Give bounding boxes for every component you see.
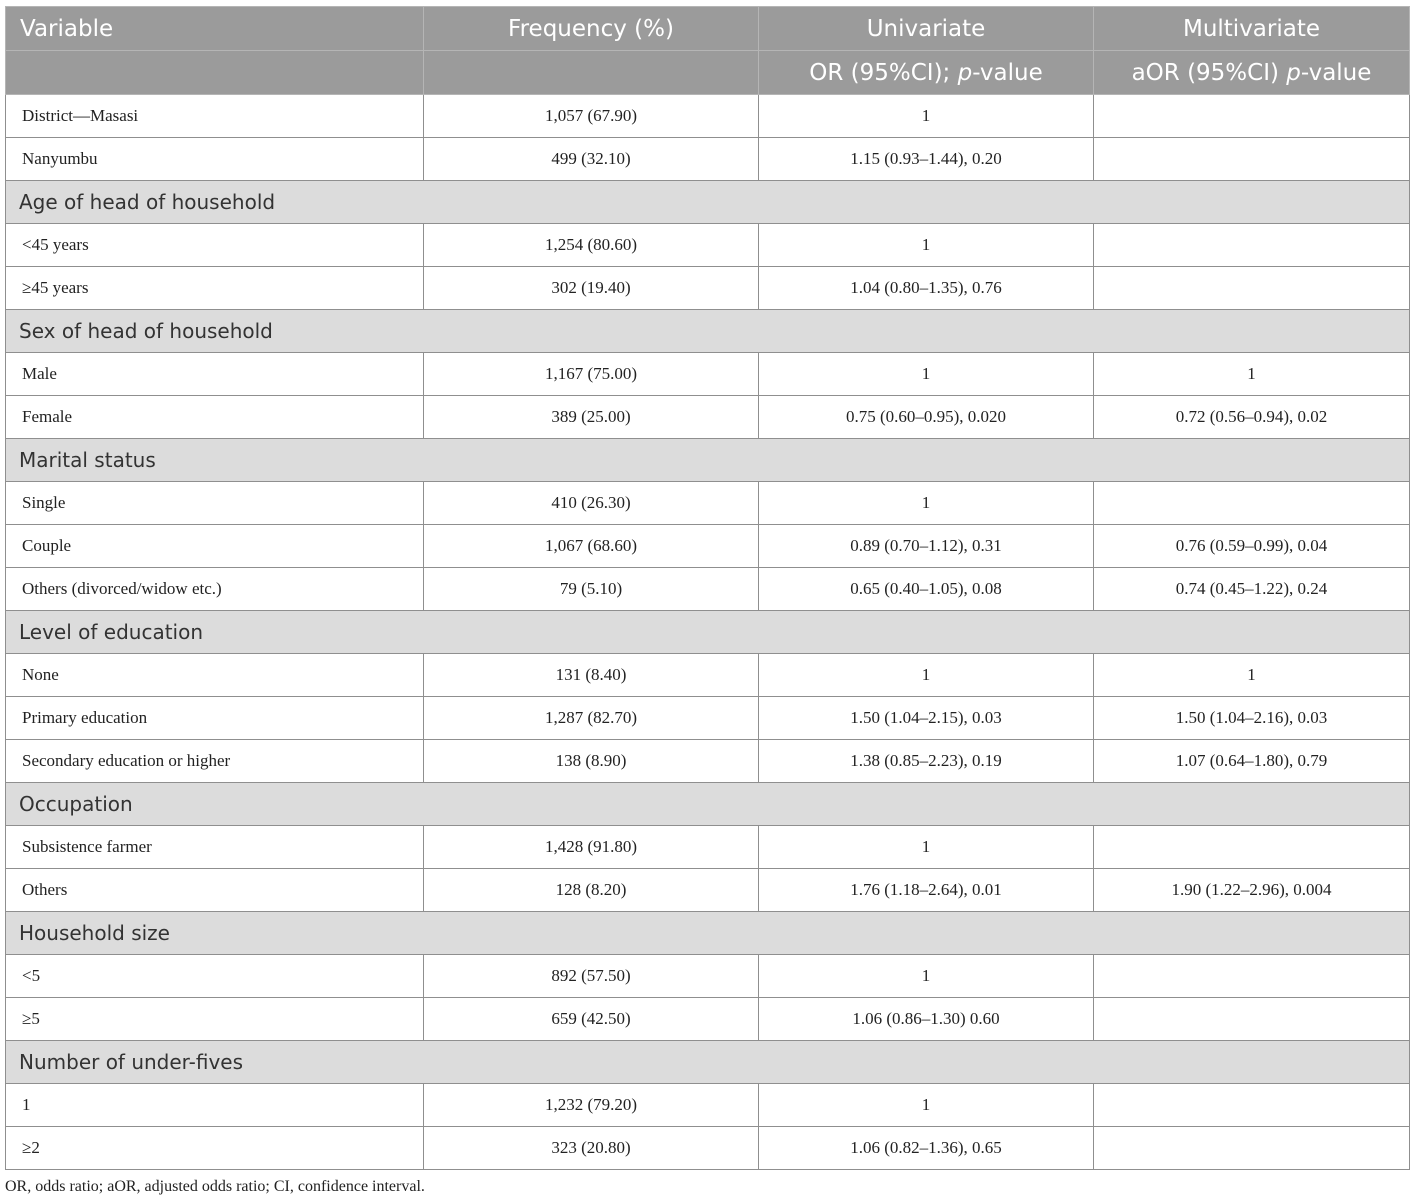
section-row <box>6 912 1410 955</box>
table-row <box>6 1127 1410 1170</box>
section-label: Marital status <box>6 439 1410 482</box>
cell-frequency: 892 (57.50) <box>424 955 759 998</box>
cell-variable: ≥2 <box>6 1127 424 1170</box>
cell-univariate: 1.38 (0.85–2.23), 0.19 <box>759 740 1094 783</box>
section-row <box>6 1041 1410 1084</box>
univariate-sub-prefix: OR (95%CI); <box>809 59 958 86</box>
section-row <box>6 310 1410 353</box>
table-row <box>6 396 1410 439</box>
header-univariate: Univariate <box>759 7 1094 51</box>
cell-multivariate <box>1094 224 1410 267</box>
table-row <box>6 1084 1410 1127</box>
table-footnote: OR, odds ratio; aOR, adjusted odds ratio; CI, confidence interval. <box>5 1178 425 1195</box>
cell-multivariate: 0.74 (0.45–1.22), 0.24 <box>1094 568 1410 611</box>
cell-multivariate <box>1094 1084 1410 1127</box>
cell-variable: 1 <box>6 1084 424 1127</box>
table-row <box>6 869 1410 912</box>
section-label: Household size <box>6 912 1410 955</box>
multivariate-sub-prefix: aOR (95%CI) <box>1131 59 1287 86</box>
univariate-p-label: p <box>957 59 973 86</box>
header-empty-1 <box>6 51 424 95</box>
cell-univariate: 1 <box>759 353 1094 396</box>
cell-variable: Primary education <box>6 697 424 740</box>
table-header <box>6 7 1410 95</box>
cell-variable: ≥5 <box>6 998 424 1041</box>
cell-frequency: 1,167 (75.00) <box>424 353 759 396</box>
table-row <box>6 224 1410 267</box>
table-row <box>6 95 1410 138</box>
cell-frequency: 1,428 (91.80) <box>424 826 759 869</box>
cell-univariate: 0.89 (0.70–1.12), 0.31 <box>759 525 1094 568</box>
header-frequency: Frequency (%) <box>424 7 759 51</box>
cell-variable: Others <box>6 869 424 912</box>
cell-multivariate <box>1094 95 1410 138</box>
cell-univariate: 1 <box>759 955 1094 998</box>
cell-frequency: 79 (5.10) <box>424 568 759 611</box>
cell-univariate: 1.50 (1.04–2.15), 0.03 <box>759 697 1094 740</box>
header-multivariate: Multivariate <box>1094 7 1410 51</box>
cell-frequency: 138 (8.90) <box>424 740 759 783</box>
cell-univariate: 0.75 (0.60–0.95), 0.020 <box>759 396 1094 439</box>
cell-multivariate <box>1094 267 1410 310</box>
cell-univariate: 1.04 (0.80–1.35), 0.76 <box>759 267 1094 310</box>
cell-variable: Nanyumbu <box>6 138 424 181</box>
cell-multivariate: 1 <box>1094 353 1410 396</box>
cell-univariate: 1.76 (1.18–2.64), 0.01 <box>759 869 1094 912</box>
section-row <box>6 783 1410 826</box>
table-row <box>6 568 1410 611</box>
cell-multivariate: 1.90 (1.22–2.96), 0.004 <box>1094 869 1410 912</box>
cell-frequency: 499 (32.10) <box>424 138 759 181</box>
cell-univariate: 0.65 (0.40–1.05), 0.08 <box>759 568 1094 611</box>
header-multivariate-sub <box>1094 51 1410 95</box>
table-row <box>6 353 1410 396</box>
table-row <box>6 697 1410 740</box>
table-row <box>6 740 1410 783</box>
table-row <box>6 525 1410 568</box>
cell-univariate: 1 <box>759 1084 1094 1127</box>
multivariate-p-label: p <box>1286 59 1301 86</box>
cell-variable: Single <box>6 482 424 525</box>
header-univariate-sub <box>759 51 1094 95</box>
cell-multivariate <box>1094 998 1410 1041</box>
section-label: Occupation <box>6 783 1410 826</box>
cell-univariate: 1.15 (0.93–1.44), 0.20 <box>759 138 1094 181</box>
cell-frequency: 1,067 (68.60) <box>424 525 759 568</box>
section-row <box>6 611 1410 654</box>
regression-table <box>5 6 1410 1170</box>
cell-variable: District—Masasi <box>6 95 424 138</box>
cell-variable: Couple <box>6 525 424 568</box>
table-row <box>6 998 1410 1041</box>
cell-frequency: 128 (8.20) <box>424 869 759 912</box>
cell-univariate: 1 <box>759 654 1094 697</box>
header-row-2 <box>6 51 1410 95</box>
cell-multivariate: 0.72 (0.56–0.94), 0.02 <box>1094 396 1410 439</box>
cell-multivariate: 1 <box>1094 654 1410 697</box>
cell-univariate: 1 <box>759 224 1094 267</box>
cell-variable: None <box>6 654 424 697</box>
cell-frequency: 389 (25.00) <box>424 396 759 439</box>
cell-variable: Subsistence farmer <box>6 826 424 869</box>
cell-frequency: 659 (42.50) <box>424 998 759 1041</box>
cell-variable: Female <box>6 396 424 439</box>
cell-multivariate: 1.50 (1.04–2.16), 0.03 <box>1094 697 1410 740</box>
cell-multivariate: 0.76 (0.59–0.99), 0.04 <box>1094 525 1410 568</box>
cell-univariate: 1.06 (0.86–1.30) 0.60 <box>759 998 1094 1041</box>
section-row <box>6 181 1410 224</box>
cell-multivariate <box>1094 482 1410 525</box>
multivariate-p-suffix: -value <box>1300 59 1372 86</box>
table-row <box>6 955 1410 998</box>
cell-frequency: 1,057 (67.90) <box>424 95 759 138</box>
section-row <box>6 439 1410 482</box>
cell-frequency: 323 (20.80) <box>424 1127 759 1170</box>
table-row <box>6 482 1410 525</box>
table-row <box>6 138 1410 181</box>
cell-multivariate <box>1094 138 1410 181</box>
table-row <box>6 654 1410 697</box>
cell-frequency: 131 (8.40) <box>424 654 759 697</box>
cell-frequency: 1,254 (80.60) <box>424 224 759 267</box>
cell-frequency: 410 (26.30) <box>424 482 759 525</box>
cell-variable: Secondary education or higher <box>6 740 424 783</box>
section-label: Age of head of household <box>6 181 1410 224</box>
cell-multivariate: 1.07 (0.64–1.80), 0.79 <box>1094 740 1410 783</box>
univariate-p-suffix: -value <box>972 59 1043 86</box>
table-row <box>6 267 1410 310</box>
section-label: Level of education <box>6 611 1410 654</box>
cell-variable: Male <box>6 353 424 396</box>
cell-multivariate <box>1094 826 1410 869</box>
cell-univariate: 1 <box>759 95 1094 138</box>
header-row-1 <box>6 7 1410 51</box>
table-container <box>5 6 1409 1170</box>
cell-univariate: 1 <box>759 482 1094 525</box>
cell-multivariate <box>1094 955 1410 998</box>
section-label: Number of under-fives <box>6 1041 1410 1084</box>
cell-frequency: 302 (19.40) <box>424 267 759 310</box>
table-row <box>6 826 1410 869</box>
header-empty-2 <box>424 51 759 95</box>
header-variable: Variable <box>6 7 424 51</box>
cell-variable: ≥45 years <box>6 267 424 310</box>
cell-frequency: 1,232 (79.20) <box>424 1084 759 1127</box>
table-body <box>6 95 1410 1170</box>
section-label: Sex of head of household <box>6 310 1410 353</box>
cell-frequency: 1,287 (82.70) <box>424 697 759 740</box>
cell-variable: <45 years <box>6 224 424 267</box>
cell-univariate: 1.06 (0.82–1.36), 0.65 <box>759 1127 1094 1170</box>
cell-variable: Others (divorced/widow etc.) <box>6 568 424 611</box>
cell-univariate: 1 <box>759 826 1094 869</box>
cell-multivariate <box>1094 1127 1410 1170</box>
cell-variable: <5 <box>6 955 424 998</box>
